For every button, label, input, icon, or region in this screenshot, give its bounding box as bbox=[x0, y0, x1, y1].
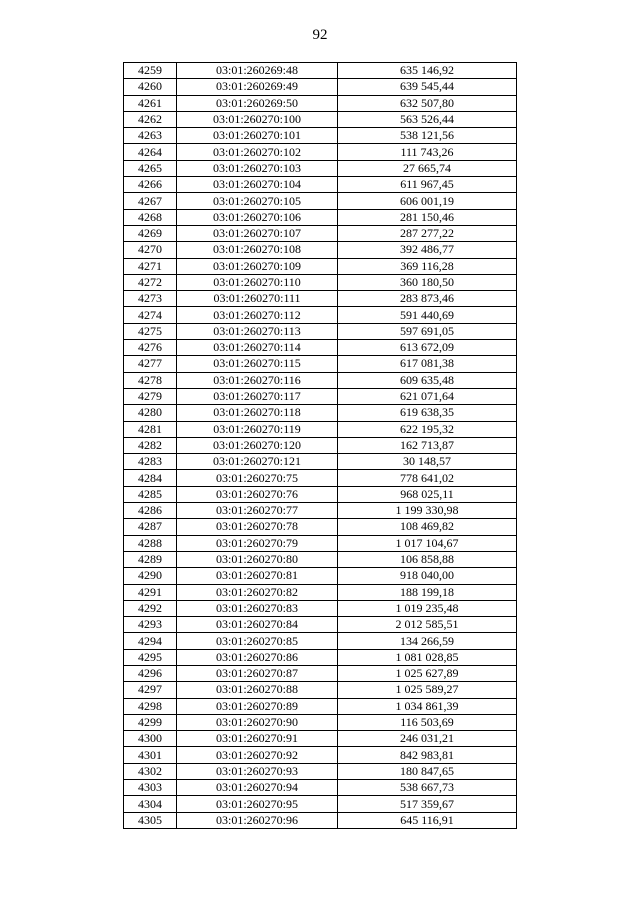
table-row bbox=[124, 780, 517, 796]
cadastral-value-cell: 108 469,82 bbox=[338, 519, 517, 535]
cadastral-value-cell: 111 743,26 bbox=[338, 144, 517, 160]
cadastral-value-cell: 597 691,05 bbox=[338, 323, 517, 339]
table-row bbox=[124, 388, 517, 404]
cadastral-number-cell: 03:01:260270:82 bbox=[177, 584, 338, 600]
cadastral-number-cell: 03:01:260269:49 bbox=[177, 79, 338, 95]
row-number-cell: 4276 bbox=[124, 340, 177, 356]
table-row bbox=[124, 291, 517, 307]
cadastral-number-cell: 03:01:260270:118 bbox=[177, 405, 338, 421]
row-number-cell: 4291 bbox=[124, 584, 177, 600]
table-row bbox=[124, 258, 517, 274]
cadastral-number-cell: 03:01:260270:79 bbox=[177, 535, 338, 551]
cadastral-value-cell: 30 148,57 bbox=[338, 454, 517, 470]
cadastral-number-cell: 03:01:260269:48 bbox=[177, 63, 338, 79]
table-row bbox=[124, 95, 517, 111]
table-row bbox=[124, 600, 517, 616]
table-row bbox=[124, 747, 517, 763]
table-row bbox=[124, 193, 517, 209]
row-number-cell: 4271 bbox=[124, 258, 177, 274]
row-number-cell: 4277 bbox=[124, 356, 177, 372]
cadastral-number-cell: 03:01:260270:88 bbox=[177, 682, 338, 698]
cadastral-number-cell: 03:01:260270:75 bbox=[177, 470, 338, 486]
cadastral-number-cell: 03:01:260270:93 bbox=[177, 763, 338, 779]
row-number-cell: 4268 bbox=[124, 209, 177, 225]
cadastral-number-cell: 03:01:260270:103 bbox=[177, 160, 338, 176]
table-row bbox=[124, 340, 517, 356]
row-number-cell: 4288 bbox=[124, 535, 177, 551]
cadastral-number-cell: 03:01:260270:121 bbox=[177, 454, 338, 470]
table-row bbox=[124, 323, 517, 339]
cadastral-value-cell: 591 440,69 bbox=[338, 307, 517, 323]
row-number-cell: 4259 bbox=[124, 63, 177, 79]
cadastral-value-cell: 2 012 585,51 bbox=[338, 617, 517, 633]
table-row bbox=[124, 617, 517, 633]
cadastral-value-cell: 1 034 861,39 bbox=[338, 698, 517, 714]
cadastral-number-cell: 03:01:260270:117 bbox=[177, 388, 338, 404]
cadastral-number-cell: 03:01:260270:107 bbox=[177, 225, 338, 241]
table-row bbox=[124, 535, 517, 551]
row-number-cell: 4274 bbox=[124, 307, 177, 323]
cadastral-number-cell: 03:01:260270:105 bbox=[177, 193, 338, 209]
table-row bbox=[124, 421, 517, 437]
row-number-cell: 4295 bbox=[124, 649, 177, 665]
cadastral-value-cell: 116 503,69 bbox=[338, 714, 517, 730]
cadastral-value-cell: 842 983,81 bbox=[338, 747, 517, 763]
row-number-cell: 4298 bbox=[124, 698, 177, 714]
cadastral-number-cell: 03:01:260270:81 bbox=[177, 568, 338, 584]
cadastral-number-cell: 03:01:260270:83 bbox=[177, 600, 338, 616]
cadastral-number-cell: 03:01:260270:113 bbox=[177, 323, 338, 339]
table-row bbox=[124, 225, 517, 241]
cadastral-number-cell: 03:01:260270:91 bbox=[177, 731, 338, 747]
row-number-cell: 4296 bbox=[124, 665, 177, 681]
cadastral-value-cell: 1 025 589,27 bbox=[338, 682, 517, 698]
table-row bbox=[124, 698, 517, 714]
table-row bbox=[124, 111, 517, 127]
cadastral-value-cell: 778 641,02 bbox=[338, 470, 517, 486]
cadastral-number-cell: 03:01:260270:101 bbox=[177, 128, 338, 144]
cadastral-number-cell: 03:01:260270:84 bbox=[177, 617, 338, 633]
cadastral-number-cell: 03:01:260270:120 bbox=[177, 437, 338, 453]
table-row bbox=[124, 177, 517, 193]
cadastral-value-cell: 1 025 627,89 bbox=[338, 665, 517, 681]
cadastral-value-cell: 611 967,45 bbox=[338, 177, 517, 193]
table-row bbox=[124, 242, 517, 258]
row-number-cell: 4272 bbox=[124, 274, 177, 290]
table-row bbox=[124, 437, 517, 453]
row-number-cell: 4269 bbox=[124, 225, 177, 241]
row-number-cell: 4292 bbox=[124, 600, 177, 616]
table-row bbox=[124, 796, 517, 812]
row-number-cell: 4264 bbox=[124, 144, 177, 160]
cadastral-value-cell: 619 638,35 bbox=[338, 405, 517, 421]
cadastral-number-cell: 03:01:260270:109 bbox=[177, 258, 338, 274]
cadastral-value-cell: 563 526,44 bbox=[338, 111, 517, 127]
table-row bbox=[124, 470, 517, 486]
row-number-cell: 4283 bbox=[124, 454, 177, 470]
row-number-cell: 4305 bbox=[124, 812, 177, 828]
cadastral-value-cell: 106 858,88 bbox=[338, 551, 517, 567]
row-number-cell: 4284 bbox=[124, 470, 177, 486]
cadastral-number-cell: 03:01:260270:119 bbox=[177, 421, 338, 437]
cadastral-number-cell: 03:01:260270:108 bbox=[177, 242, 338, 258]
cadastral-value-cell: 188 199,18 bbox=[338, 584, 517, 600]
row-number-cell: 4287 bbox=[124, 519, 177, 535]
cadastral-value-cell: 180 847,65 bbox=[338, 763, 517, 779]
cadastral-value-cell: 635 146,92 bbox=[338, 63, 517, 79]
cadastral-value-cell: 613 672,09 bbox=[338, 340, 517, 356]
cadastral-number-cell: 03:01:260270:86 bbox=[177, 649, 338, 665]
cadastral-number-cell: 03:01:260270:112 bbox=[177, 307, 338, 323]
cadastral-value-cell: 392 486,77 bbox=[338, 242, 517, 258]
cadastral-number-cell: 03:01:260270:106 bbox=[177, 209, 338, 225]
cadastral-value-cell: 538 667,73 bbox=[338, 780, 517, 796]
cadastral-number-cell: 03:01:260270:110 bbox=[177, 274, 338, 290]
table-row bbox=[124, 812, 517, 828]
row-number-cell: 4262 bbox=[124, 111, 177, 127]
row-number-cell: 4304 bbox=[124, 796, 177, 812]
cadastral-number-cell: 03:01:260270:96 bbox=[177, 812, 338, 828]
table-row bbox=[124, 372, 517, 388]
cadastral-value-cell: 1 199 330,98 bbox=[338, 503, 517, 519]
row-number-cell: 4279 bbox=[124, 388, 177, 404]
cadastral-value-cell: 134 266,59 bbox=[338, 633, 517, 649]
cadastral-value-table bbox=[123, 62, 517, 829]
row-number-cell: 4265 bbox=[124, 160, 177, 176]
cadastral-number-cell: 03:01:260270:92 bbox=[177, 747, 338, 763]
table-row bbox=[124, 568, 517, 584]
cadastral-value-cell: 246 031,21 bbox=[338, 731, 517, 747]
row-number-cell: 4302 bbox=[124, 763, 177, 779]
cadastral-number-cell: 03:01:260270:94 bbox=[177, 780, 338, 796]
table-row bbox=[124, 209, 517, 225]
table-row bbox=[124, 551, 517, 567]
table-row bbox=[124, 274, 517, 290]
table-row bbox=[124, 763, 517, 779]
row-number-cell: 4299 bbox=[124, 714, 177, 730]
cadastral-value-cell: 918 040,00 bbox=[338, 568, 517, 584]
cadastral-number-cell: 03:01:260269:50 bbox=[177, 95, 338, 111]
row-number-cell: 4261 bbox=[124, 95, 177, 111]
cadastral-number-cell: 03:01:260270:78 bbox=[177, 519, 338, 535]
cadastral-value-cell: 283 873,46 bbox=[338, 291, 517, 307]
cadastral-number-cell: 03:01:260270:114 bbox=[177, 340, 338, 356]
row-number-cell: 4282 bbox=[124, 437, 177, 453]
table-row bbox=[124, 356, 517, 372]
page-number: 92 bbox=[312, 27, 328, 43]
table-row bbox=[124, 503, 517, 519]
row-number-cell: 4290 bbox=[124, 568, 177, 584]
table-row bbox=[124, 649, 517, 665]
cadastral-value-cell: 645 116,91 bbox=[338, 812, 517, 828]
cadastral-number-cell: 03:01:260270:102 bbox=[177, 144, 338, 160]
cadastral-value-cell: 639 545,44 bbox=[338, 79, 517, 95]
cadastral-value-cell: 287 277,22 bbox=[338, 225, 517, 241]
cadastral-number-cell: 03:01:260270:100 bbox=[177, 111, 338, 127]
table-row bbox=[124, 731, 517, 747]
cadastral-value-cell: 162 713,87 bbox=[338, 437, 517, 453]
row-number-cell: 4278 bbox=[124, 372, 177, 388]
row-number-cell: 4275 bbox=[124, 323, 177, 339]
cadastral-number-cell: 03:01:260270:116 bbox=[177, 372, 338, 388]
row-number-cell: 4286 bbox=[124, 503, 177, 519]
row-number-cell: 4303 bbox=[124, 780, 177, 796]
row-number-cell: 4301 bbox=[124, 747, 177, 763]
row-number-cell: 4300 bbox=[124, 731, 177, 747]
cadastral-value-cell: 517 359,67 bbox=[338, 796, 517, 812]
cadastral-value-cell: 622 195,32 bbox=[338, 421, 517, 437]
row-number-cell: 4293 bbox=[124, 617, 177, 633]
cadastral-value-cell: 1 019 235,48 bbox=[338, 600, 517, 616]
cadastral-number-cell: 03:01:260270:89 bbox=[177, 698, 338, 714]
cadastral-number-cell: 03:01:260270:95 bbox=[177, 796, 338, 812]
row-number-cell: 4297 bbox=[124, 682, 177, 698]
table-row bbox=[124, 63, 517, 79]
table-row bbox=[124, 633, 517, 649]
cadastral-value-cell: 606 001,19 bbox=[338, 193, 517, 209]
cadastral-value-cell: 632 507,80 bbox=[338, 95, 517, 111]
cadastral-number-cell: 03:01:260270:80 bbox=[177, 551, 338, 567]
table-row bbox=[124, 584, 517, 600]
table-body bbox=[124, 63, 517, 829]
row-number-cell: 4267 bbox=[124, 193, 177, 209]
table-row bbox=[124, 160, 517, 176]
row-number-cell: 4270 bbox=[124, 242, 177, 258]
row-number-cell: 4260 bbox=[124, 79, 177, 95]
cadastral-number-cell: 03:01:260270:77 bbox=[177, 503, 338, 519]
cadastral-number-cell: 03:01:260270:115 bbox=[177, 356, 338, 372]
cadastral-number-cell: 03:01:260270:90 bbox=[177, 714, 338, 730]
row-number-cell: 4289 bbox=[124, 551, 177, 567]
table-row bbox=[124, 307, 517, 323]
table-row bbox=[124, 486, 517, 502]
row-number-cell: 4266 bbox=[124, 177, 177, 193]
row-number-cell: 4273 bbox=[124, 291, 177, 307]
row-number-cell: 4280 bbox=[124, 405, 177, 421]
table-row bbox=[124, 519, 517, 535]
table-row bbox=[124, 128, 517, 144]
cadastral-number-cell: 03:01:260270:76 bbox=[177, 486, 338, 502]
table-row bbox=[124, 79, 517, 95]
cadastral-value-cell: 968 025,11 bbox=[338, 486, 517, 502]
cadastral-number-cell: 03:01:260270:85 bbox=[177, 633, 338, 649]
cadastral-value-cell: 360 180,50 bbox=[338, 274, 517, 290]
cadastral-value-cell: 617 081,38 bbox=[338, 356, 517, 372]
cadastral-value-cell: 1 017 104,67 bbox=[338, 535, 517, 551]
table-row bbox=[124, 665, 517, 681]
table-row bbox=[124, 405, 517, 421]
cadastral-number-cell: 03:01:260270:111 bbox=[177, 291, 338, 307]
cadastral-number-cell: 03:01:260270:104 bbox=[177, 177, 338, 193]
cadastral-value-cell: 369 116,28 bbox=[338, 258, 517, 274]
cadastral-value-cell: 609 635,48 bbox=[338, 372, 517, 388]
cadastral-value-cell: 27 665,74 bbox=[338, 160, 517, 176]
row-number-cell: 4263 bbox=[124, 128, 177, 144]
cadastral-value-cell: 621 071,64 bbox=[338, 388, 517, 404]
row-number-cell: 4294 bbox=[124, 633, 177, 649]
table-row bbox=[124, 714, 517, 730]
row-number-cell: 4285 bbox=[124, 486, 177, 502]
row-number-cell: 4281 bbox=[124, 421, 177, 437]
cadastral-number-cell: 03:01:260270:87 bbox=[177, 665, 338, 681]
table-row bbox=[124, 454, 517, 470]
cadastral-value-cell: 538 121,56 bbox=[338, 128, 517, 144]
table-row bbox=[124, 144, 517, 160]
cadastral-value-cell: 1 081 028,85 bbox=[338, 649, 517, 665]
table-row bbox=[124, 682, 517, 698]
cadastral-value-cell: 281 150,46 bbox=[338, 209, 517, 225]
